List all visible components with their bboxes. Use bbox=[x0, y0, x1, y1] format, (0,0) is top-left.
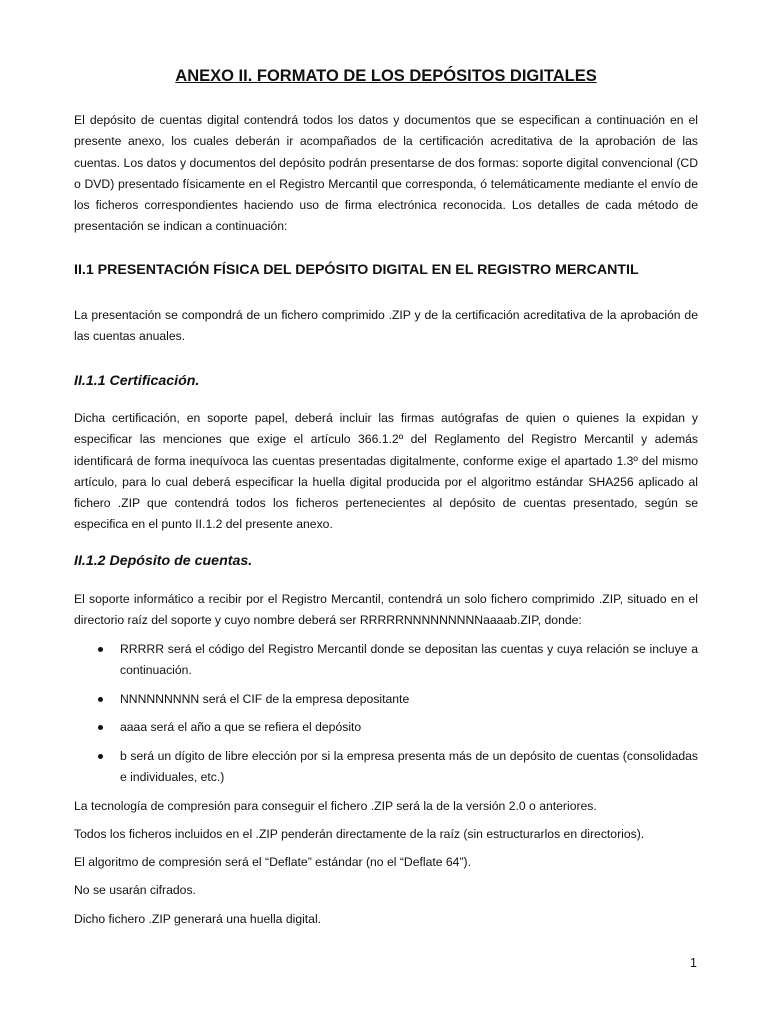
digital-fingerprint-line: Dicho fichero .ZIP generará una huella digital. bbox=[74, 912, 322, 926]
bullet-icon bbox=[98, 754, 103, 759]
document-page bbox=[74, 0, 698, 1024]
bullet-icon bbox=[98, 647, 103, 652]
list-item-text: b será un dígito de libre elección por si la empresa presenta más de un depósito de cuentas (consolidadas e individuales, etc.) bbox=[120, 749, 698, 785]
compression-technology-line: La tecnología de compresión para conseguir el fichero .ZIP será la de la versión 2.0 o anteriores. bbox=[74, 799, 597, 813]
page-number: 1 bbox=[690, 956, 697, 970]
list-item-text: NNNNNNNNN será el CIF de la empresa depositante bbox=[120, 692, 410, 706]
document-title: ANEXO II. FORMATO DE LOS DEPÓSITOS DIGITALES bbox=[175, 67, 597, 85]
section-1-1-paragraph: Dicha certificación, en soporte papel, deberá incluir las firmas autógrafas de quien o quienes la expidan y especificar las menciones que exige el artículo 366.1.2º del Reglamento del Registro Mercantil y además identificará de forma inequívoca las cuentas presentadas digitalmente, conforme exige el apartado 1.3º del mismo artículo, para lo cual deberá especificar la huella digital producida por el algoritmo estándar SHA256 aplicado al fichero .ZIP que contendrá todos los ficheros pertenecientes al depósito de cuentas presentado, según se especifica en el punto II.1.2 del presente anexo. bbox=[74, 411, 698, 532]
no-encryption-line: No se usarán cifrados. bbox=[74, 883, 196, 897]
compression-algorithm-line: El algoritmo de compresión será el “Deflate” estándar (no el “Deflate 64”). bbox=[74, 855, 471, 869]
zip-root-files-line: Todos los ficheros incluidos en el .ZIP penderán directamente de la raíz (sin estructurarlos en directorios). bbox=[74, 827, 645, 841]
section-heading-1-2: II.1.2 Depósito de cuentas. bbox=[74, 553, 253, 569]
bullet-icon bbox=[98, 725, 103, 730]
section-1-paragraph: La presentación se compondrá de un fichero comprimido .ZIP y de la certificación acreditativa de la aprobación de las cuentas anuales. bbox=[74, 308, 698, 344]
list-item-text: aaaa será el año a que se refiera el depósito bbox=[120, 720, 362, 734]
section-1-2-paragraph: El soporte informático a recibir por el Registro Mercantil, contendrá un solo fichero comprimido .ZIP, situado en el directorio raíz del soporte y cuyo nombre deberá ser RRRRRNNNNNNNNNaaaab.ZIP, donde: bbox=[74, 592, 698, 628]
section-heading-1: II.1 PRESENTACIÓN FÍSICA DEL DEPÓSITO DIGITAL EN EL REGISTRO MERCANTIL bbox=[74, 262, 639, 278]
list-item-text: RRRRR será el código del Registro Mercantil donde se depositan las cuentas y cuya relación se incluye a continuación. bbox=[120, 642, 698, 678]
section-heading-1-1: II.1.1 Certificación. bbox=[74, 373, 200, 389]
bullet-icon bbox=[98, 697, 103, 702]
intro-paragraph: El depósito de cuentas digital contendrá todos los datos y documentos que se especifican a continuación en el presente anexo, los cuales deberán ir acompañados de la certificación acreditativa de la aprobación de las cuentas. Los datos y documentos del depósito podrán presentarse de dos formas: soporte digital convencional (CD o DVD) presentado físicamente en el Registro Mercantil que corresponda, ó telemáticamente mediante el envío de los ficheros correspondientes haciendo uso de firma electrónica reconocida. Los detalles de cada método de presentación se indican a continuación: bbox=[74, 113, 698, 234]
